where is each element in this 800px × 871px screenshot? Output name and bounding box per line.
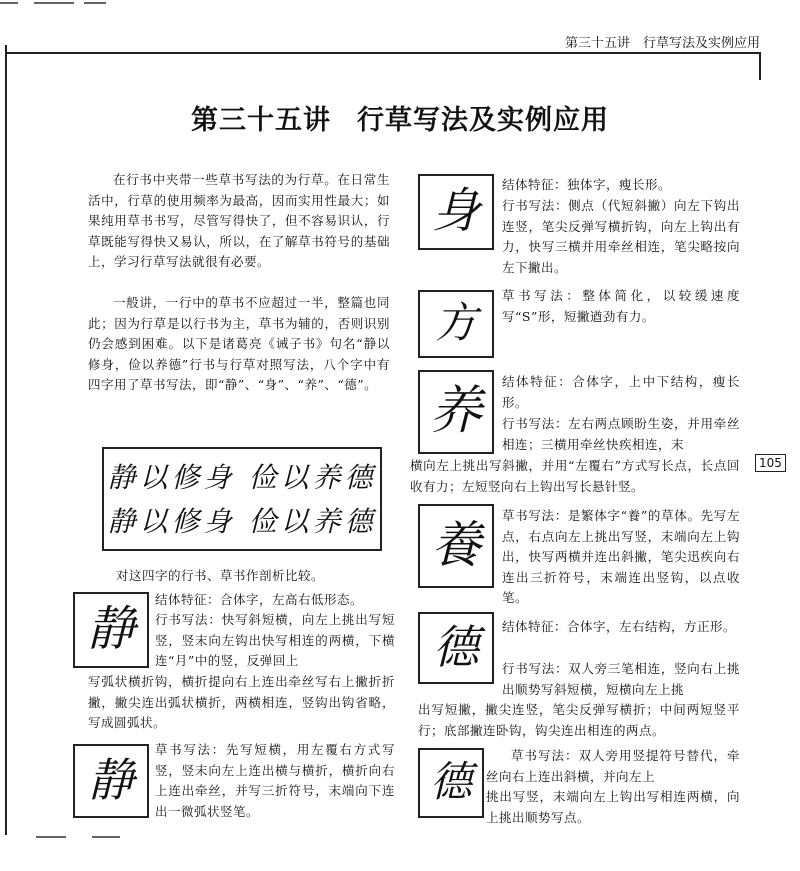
sample-line-caoxing: 静以修身 俭以养德 bbox=[107, 505, 377, 538]
chapter-title-text: 行草写法及实例应用 bbox=[357, 105, 609, 136]
yang-xing-writing-a: 行书写法：左右两点顾盼生姿，并用牵丝相连；三横用牵丝快疾相连，末 bbox=[502, 416, 740, 452]
page-number: 105 bbox=[755, 454, 786, 472]
de-calligraphy-glyph: 德 bbox=[433, 620, 479, 674]
de-xing-writing-b: 出写短撇，撇尖连竖，笔尖反弹写横折；中间两短竖平行；底部撇连卧钩，钩尖连出相连的两点。 bbox=[418, 702, 740, 738]
shen-xing-writing: 行书写法：侧点（代短斜撇）向左下钩出连竖，笔尖反弹写横折钩，向左上钩出有力，快写三横并用牵丝相连，笔尖略按向左下撇出。 bbox=[502, 198, 740, 275]
running-header: 第三十五讲 行草写法及实例应用 bbox=[564, 36, 760, 51]
jing-calligraphy-glyph: 静 bbox=[86, 601, 135, 657]
char-box-de bbox=[418, 612, 494, 684]
chapter-number: 第三十五讲 bbox=[191, 105, 331, 136]
jing-cao-calligraphy-glyph: 静 bbox=[88, 753, 134, 807]
yang-calligraphy-glyph: 养 bbox=[429, 381, 482, 441]
jing-xing-writing-b: 写弧状横折钩，横折提向右上连出牵丝写右上撇折折撇，撇尖连出弧状横折，两横相连，竖钩出钩省略，写成圆弧状。 bbox=[88, 674, 395, 730]
jing-xing-writing-a: 行书写法：快写斜短横，向左上挑出写短竖，竖末向左钩出快写相连的两横，下横连“月”中的竖，反弹回上 bbox=[155, 612, 395, 668]
yang-cao-calligraphy-glyph: 養 bbox=[431, 516, 481, 574]
char-box-de-cao bbox=[418, 748, 484, 818]
shen-calligraphy-glyph: 身 bbox=[431, 183, 480, 239]
sample-line-xing: 静以修身 俭以养德 bbox=[107, 461, 377, 494]
shen-structure: 结体特征：独体字，瘦长形。 bbox=[502, 177, 672, 192]
intro-paragraph-2: 一般讲，一行中的草书不应超过一半，整篇也同此；因为行草是以行书为主，草书为辅的，否则识别仍会感到困难。以下是诸葛亮《诫子书》句名“静以修身，俭以养德”行书与行草对照写法，八个字中有四字用了草书写法，即“静”、“身”、“养”、“德”。 bbox=[88, 295, 390, 392]
chapter-title bbox=[0, 98, 800, 137]
jing-cao-writing: 草书写法：先写短横，用左覆右方式写竖，竖末向左上连出横与横折，横折向右上连出牵丝，并写三折符号，末端向下连出一微弧状竖笔。 bbox=[155, 742, 395, 819]
shen-cao-writing: 草书写法：整体简化，以较缓速度写“S”形，短撇遒劲有力。 bbox=[502, 288, 740, 324]
yang-xing-writing-b: 横向左上挑出写斜撇，并用“左覆右”方式写长点，长点回收有力；左短竖向右上钩出写长悬针竖。 bbox=[410, 458, 740, 494]
de-structure: 结体特征：合体字，左右结构，方正形。 bbox=[502, 619, 737, 634]
de-cao-calligraphy-glyph: 德 bbox=[429, 757, 472, 806]
char-box-yang-cao bbox=[418, 504, 494, 588]
de-xing-writing-a: 行书写法：双人旁三笔相连，竖向右上挑出顺势写斜短横，短横向左上挑 bbox=[502, 661, 740, 697]
char-box-yang bbox=[418, 370, 494, 454]
yang-structure: 结体特征：合体字，上中下结构，瘦长形。 bbox=[502, 374, 740, 410]
jing-structure: 结体特征：合体字，左高右低形态。 bbox=[155, 592, 364, 607]
scan-artifact bbox=[0, 0, 110, 6]
scan-artifact-bottom-2 bbox=[92, 836, 120, 838]
intro-paragraph-1: 在行书中夹带一些草书写法的为行草。在日常生活中，行草的使用频率为最高，因而实用性最大；如果纯用草书书写，尽管写得快了，但不容易识认，行草既能写得快又易认，所以，在了解草书符号的基础上，学习行草写法就很有必要。 bbox=[88, 172, 390, 269]
fang-calligraphy-glyph: 方 bbox=[434, 298, 477, 347]
yang-cao-writing: 草书写法：是繁体字“養”的草体。先写左点，右点向左上挑出写竖，末端向左上钩出，快写两横并连出斜撇，笔尖迅疾向右连出三折符号，末端连出竖钩，以点收笔。 bbox=[502, 508, 740, 605]
analysis-intro: 对这四字的行书、草书作剖析比较。 bbox=[116, 568, 325, 583]
header-rule-right bbox=[759, 52, 761, 80]
char-box-jing bbox=[73, 592, 149, 668]
calligraphy-sample-box bbox=[102, 447, 382, 551]
scan-artifact-bottom-1 bbox=[36, 836, 66, 838]
left-edge-rule bbox=[5, 45, 7, 835]
header-rule bbox=[5, 52, 760, 54]
char-box-jing-cao bbox=[73, 744, 149, 818]
char-box-fang bbox=[418, 290, 494, 358]
char-box-shen bbox=[418, 174, 494, 250]
de-cao-writing-b: 挑出写竖，末端向左上钩出写相连两横，向上挑出顺势写点。 bbox=[486, 789, 740, 825]
de-cao-writing-a: 草书写法：双人旁用竖提符号替代，牵丝向右上连出斜横，并向左上 bbox=[486, 748, 740, 784]
